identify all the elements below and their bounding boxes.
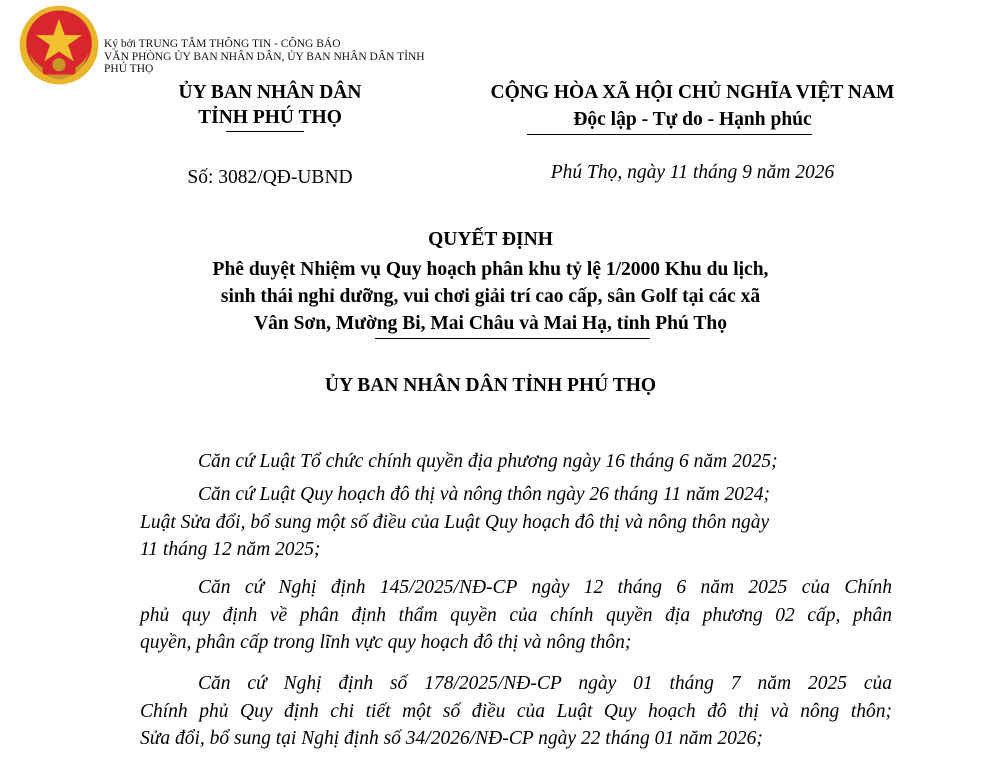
agency-underline bbox=[226, 131, 304, 132]
paragraph-line: Chính phủ Quy định chi tiết một số điều của Luật Quy hoạch đô thị và nông thôn; bbox=[140, 700, 892, 722]
title-underline bbox=[375, 338, 650, 339]
document-type: QUYẾT ĐỊNH bbox=[428, 229, 553, 250]
paragraph-line: Căn cứ Luật Quy hoạch đô thị và nông thôn ngày 26 tháng 11 năm 2024; bbox=[198, 484, 770, 505]
signature-line: PHÚ THỌ bbox=[104, 63, 154, 75]
signature-line: VĂN PHÒNG ỦY BAN NHÂN DÂN, ỦY BAN NHÂN DÂN TỈNH bbox=[104, 50, 425, 63]
issuing-authority: ỦY BAN NHÂN DÂN TỈNH PHÚ THỌ bbox=[324, 375, 657, 396]
paragraph-line: Căn cứ Nghị định số 178/2025/NĐ-CP ngày 01 tháng 7 năm 2025 của bbox=[198, 673, 892, 694]
paragraph-line: Sửa đổi, bổ sung tại Nghị định số 34/2026/NĐ-CP ngày 22 tháng 01 năm 2026; bbox=[140, 728, 763, 749]
signature-line: Ký bởi TRUNG TÂM THÔNG TIN - CÔNG BÁO bbox=[104, 38, 341, 50]
national-motto: Độc lập - Tự do - Hạnh phúc bbox=[573, 109, 812, 130]
legal-basis-paragraph bbox=[140, 481, 892, 564]
document-number: Số: 3082/QĐ-UBND bbox=[187, 167, 353, 188]
national-title: CỘNG HÒA XÃ HỘI CHỦ NGHĨA VIỆT NAM bbox=[490, 82, 895, 103]
agency-province: TỈNH PHÚ THỌ bbox=[198, 107, 342, 128]
legal-basis-paragraph bbox=[140, 670, 892, 753]
agency-name: ỦY BAN NHÂN DÂN bbox=[178, 82, 362, 103]
title-line: sinh thái nghỉ dưỡng, vui chơi giải trí cao cấp, sân Golf tại các xã bbox=[220, 286, 761, 307]
paragraph-line: Căn cứ Luật Tổ chức chính quyền địa phương ngày 16 tháng 6 năm 2025; bbox=[198, 451, 778, 472]
paragraph-line: phủ quy định về phân định thẩm quyền của chính quyền địa phương 02 cấp, phân bbox=[140, 604, 892, 626]
digital-signature-info bbox=[104, 38, 425, 76]
paragraph-line: quyền, phân cấp trong lĩnh vực quy hoạch đô thị và nông thôn; bbox=[140, 632, 632, 653]
title-line: Vân Sơn, Mường Bi, Mai Châu và Mai Hạ, tỉnh Phú Thọ bbox=[254, 313, 727, 334]
paragraph-line: Căn cứ Nghị định 145/2025/NĐ-CP ngày 12 tháng 6 năm 2025 của Chính bbox=[198, 577, 892, 598]
legal-basis-paragraph bbox=[140, 448, 892, 476]
paragraph-line: Luật Sửa đổi, bổ sung một số điều của Luật Quy hoạch đô thị và nông thôn ngày bbox=[140, 511, 770, 533]
paragraph-line: 11 tháng 12 năm 2025; bbox=[140, 539, 321, 560]
motto-underline bbox=[527, 134, 812, 135]
place-date: Phú Thọ, ngày 11 tháng 9 năm 2026 bbox=[550, 162, 835, 183]
document-title bbox=[0, 256, 981, 337]
title-line: Phê duyệt Nhiệm vụ Quy hoạch phân khu tỷ lệ 1/2000 Khu du lịch, bbox=[212, 259, 769, 280]
national-emblem-icon bbox=[18, 4, 100, 86]
legal-basis-paragraph bbox=[140, 574, 892, 657]
